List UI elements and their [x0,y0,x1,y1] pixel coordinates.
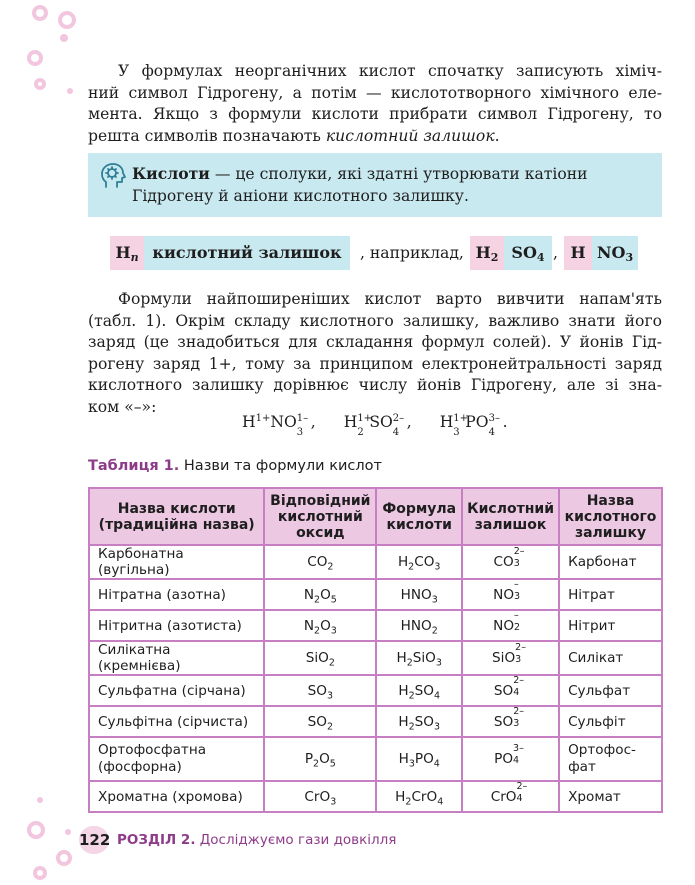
example2-residue: $NO_3$ [592,236,638,270]
example1-hydrogen: $H_2$ [470,236,504,270]
residue-name: Нітрит [559,610,662,641]
acid-formula: $HNO_2$ [376,610,462,641]
example2-hydrogen: H [564,236,592,270]
intro-line: У формулах неорганічних кислот спочатку записують хіміч- [118,62,662,80]
table-row [89,706,662,737]
section-footer: РОЗДІЛ 2. Досліджуємо гази довкілля [117,832,397,848]
residue-name: Ортофос- фат [559,737,662,781]
residue-formula: PO 3– 4 [462,737,559,781]
lightbulb-head-icon [100,162,126,190]
intro-line: решта символів позначають кислотний залишок. [88,126,500,145]
body-line: (табл. 1). Окрім складу кислотного залишку, важливо знати його [88,311,662,330]
table-row [89,675,662,706]
acid-formula: $H_2CrO_4$ [376,781,462,812]
oxide-formula: SiO$_2$ [264,641,376,675]
oxide-formula: $SO_2$ [264,706,376,737]
table-row [89,610,662,641]
residue-name: Сульфат [559,675,662,706]
residue-name: Силікат [559,641,662,675]
residue-formula: SO 2– 3 [462,706,559,737]
oxide-formula: $N_2O_5$ [264,579,376,610]
example1-residue: $SO_4$ [504,236,552,270]
scheme-comma: , [553,244,558,262]
acid-name: Силікатна (кремнієва) [89,641,264,675]
definition-box [88,153,662,217]
acids-table [88,487,663,813]
acid-formula: $H_2CO_3$ [376,545,462,579]
acid-name: Сульфатна (сірчана) [89,675,264,706]
ion-phosphate: H 1+ 3 PO 3– 4 [439,413,500,438]
acid-name: Хроматна (хромова) [89,781,264,812]
residue-name: Сульфіт [559,706,662,737]
residue-formula: CO 2– 3 [462,545,559,579]
body-line: ком «–»: [88,397,157,416]
residue-name: Нітрат [559,579,662,610]
scheme-example-text: , наприклад, [360,244,464,262]
residue-formula: SO 2– 4 [462,675,559,706]
oxide-formula: $P_2O_5$ [264,737,376,781]
body-line: кислотного залишку дорівнює числу йонів Гідрогену, але зі зна- [88,376,662,394]
body-line: рогену заряд 1+, тому за принципом електронейтральності заряд [88,354,662,373]
residue-name: Карбонат [559,545,662,579]
table-row [89,781,662,812]
acid-formula: $H_2SO_3$ [376,706,462,737]
ion-sulfate: H 1+ 2 SO 2– 4 [343,413,405,438]
body-line: заряд (це знадобиться для складання формул солей). У йонів Гід- [88,333,662,351]
intro-line: мента. Якщо з формули кислоти прибрати символ Гідрогену, то [88,105,662,123]
body-line: Формули найпоширеніших кислот варто вивчити напам'ять [118,290,662,308]
residue-formula: CrO 2– 4 [462,781,559,812]
oxide-formula: CrO$_3$ [264,781,376,812]
scheme-hydrogen: $H_n$ [110,236,144,270]
table-row [89,641,662,675]
header-acid-name: Назва кислоти (традиційна назва) [89,488,264,545]
acid-formula: $H_2SO_4$ [376,675,462,706]
intro-paragraph [88,61,662,147]
acid-formula: $H_3PO_4$ [376,737,462,781]
table-row [89,737,662,781]
header-residue: Кислотний залишок [462,488,559,545]
term-acid-residue: кислотний залишок [325,126,495,145]
header-oxide: Відповідний кислотний оксид [264,488,376,545]
definition-term: Кислоти [132,164,210,183]
acid-name: Нітритна (азотиста) [89,610,264,641]
table-row [89,545,662,579]
acid-name: Сульфітна (сірчиста) [89,706,264,737]
acid-formula: $HNO_3$ [376,579,462,610]
scheme-acid-residue: кислотний залишок [144,236,350,270]
acid-name: Нітратна (азотна) [89,579,264,610]
table-row [89,579,662,610]
header-acid-formula: Формула кислоти [376,488,462,545]
acid-name: Ортофосфатна (фосфорна) [89,737,264,781]
acid-formula: $H_2SiO_3$ [376,641,462,675]
residue-formula: SiO 2– 3 [462,641,559,675]
definition-text: Кислоти — це сполуки, які здатні утворювати катіони Гідрогену й аніони кислотного залишку. [132,164,588,205]
header-residue-name: Назва кислотного залишку [559,488,662,545]
page-number: 122 [79,826,109,854]
oxide-formula: $CO_2$ [264,545,376,579]
residue-formula: NO – 2 [462,610,559,641]
decorative-dots [0,0,100,885]
intro-line: ний символ Гідрогену, а потім — кислототворного хімічного еле- [88,83,662,102]
oxide-formula: $SO_3$ [264,675,376,706]
acid-name: Карбонатна (вугільна) [89,545,264,579]
table-caption: Таблиця 1. Назви та формули кислот [88,458,382,474]
residue-name: Хромат [559,781,662,812]
table-header-row [89,488,662,545]
oxide-formula: $N_2O_3$ [264,610,376,641]
ion-nitrate: $H^{1+}NO$ 1– 3 [242,412,309,438]
residue-formula: NO – 3 [462,579,559,610]
body-paragraph [88,289,662,418]
ion-examples: $H^{1+}NO$ 1– 3 , H 1+ 2 SO 2– 4 , H 1+ 3 PO 3– 4 . [242,412,508,438]
